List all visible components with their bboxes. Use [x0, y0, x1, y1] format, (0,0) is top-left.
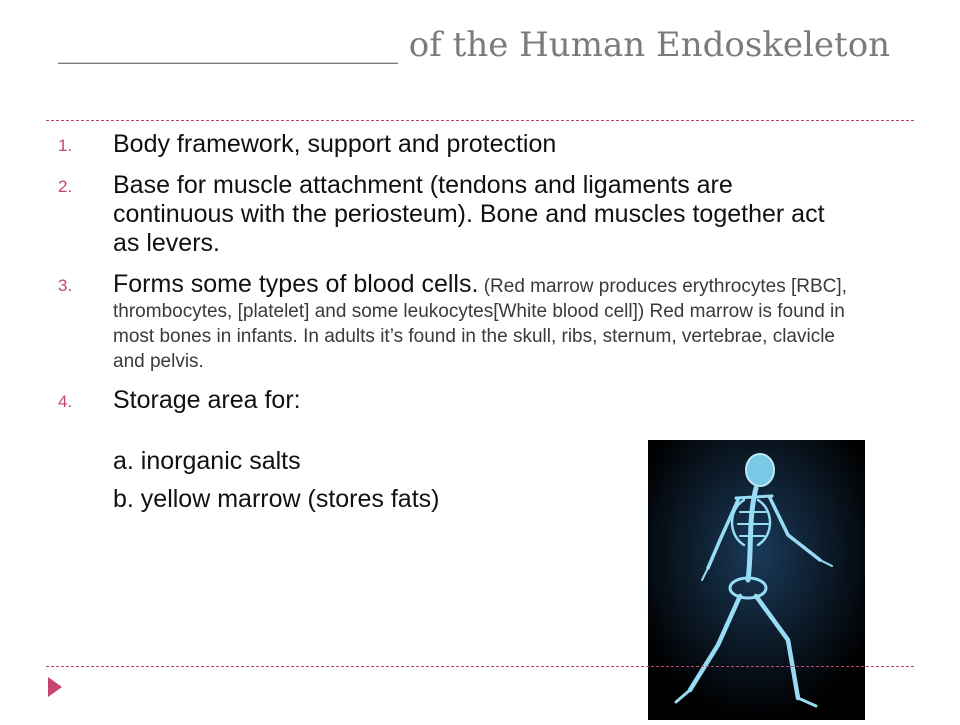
- title-blank: ____________________: [58, 25, 398, 65]
- item-text: Base for muscle attachment (tendons and ligaments are continuous with the periosteum). Bone and muscles together act as levers.: [113, 171, 825, 257]
- item-number: 1.: [58, 136, 73, 155]
- storage-sublist: [58, 442, 439, 518]
- item-text: Storage area for:: [113, 386, 301, 414]
- list-item: [58, 171, 848, 258]
- skeleton-xray-image: [648, 440, 865, 720]
- title-text: of the Human Endoskeleton: [398, 25, 891, 65]
- sublist-item: b. yellow marrow (stores fats): [113, 485, 440, 513]
- item-text: Body framework, support and protection: [113, 130, 557, 158]
- sublist-item: a. inorganic salts: [113, 447, 301, 475]
- item-number: 3.: [58, 276, 73, 295]
- skeleton-figure-icon: [648, 440, 865, 720]
- list-item: [58, 270, 848, 374]
- list-item: [58, 386, 848, 415]
- item-number: 4.: [58, 392, 73, 411]
- bottom-divider: [46, 666, 914, 667]
- item-detail: (Red marrow produces erythrocytes [RBC], thrombocytes, [platelet] and some leukocytes[White blood cell]) Red marrow is found in most bones in infants. In adults it’s found in the skull, ribs, sternum, vertebrae, clavicle and pelvis.: [113, 276, 847, 372]
- item-number: 2.: [58, 177, 73, 196]
- slide-title: [58, 22, 918, 68]
- next-arrow-icon: [48, 677, 62, 697]
- top-divider: [46, 120, 914, 121]
- item-text: Forms some types of blood cells.: [113, 270, 479, 298]
- list-item: [58, 130, 848, 159]
- function-list: [58, 130, 848, 427]
